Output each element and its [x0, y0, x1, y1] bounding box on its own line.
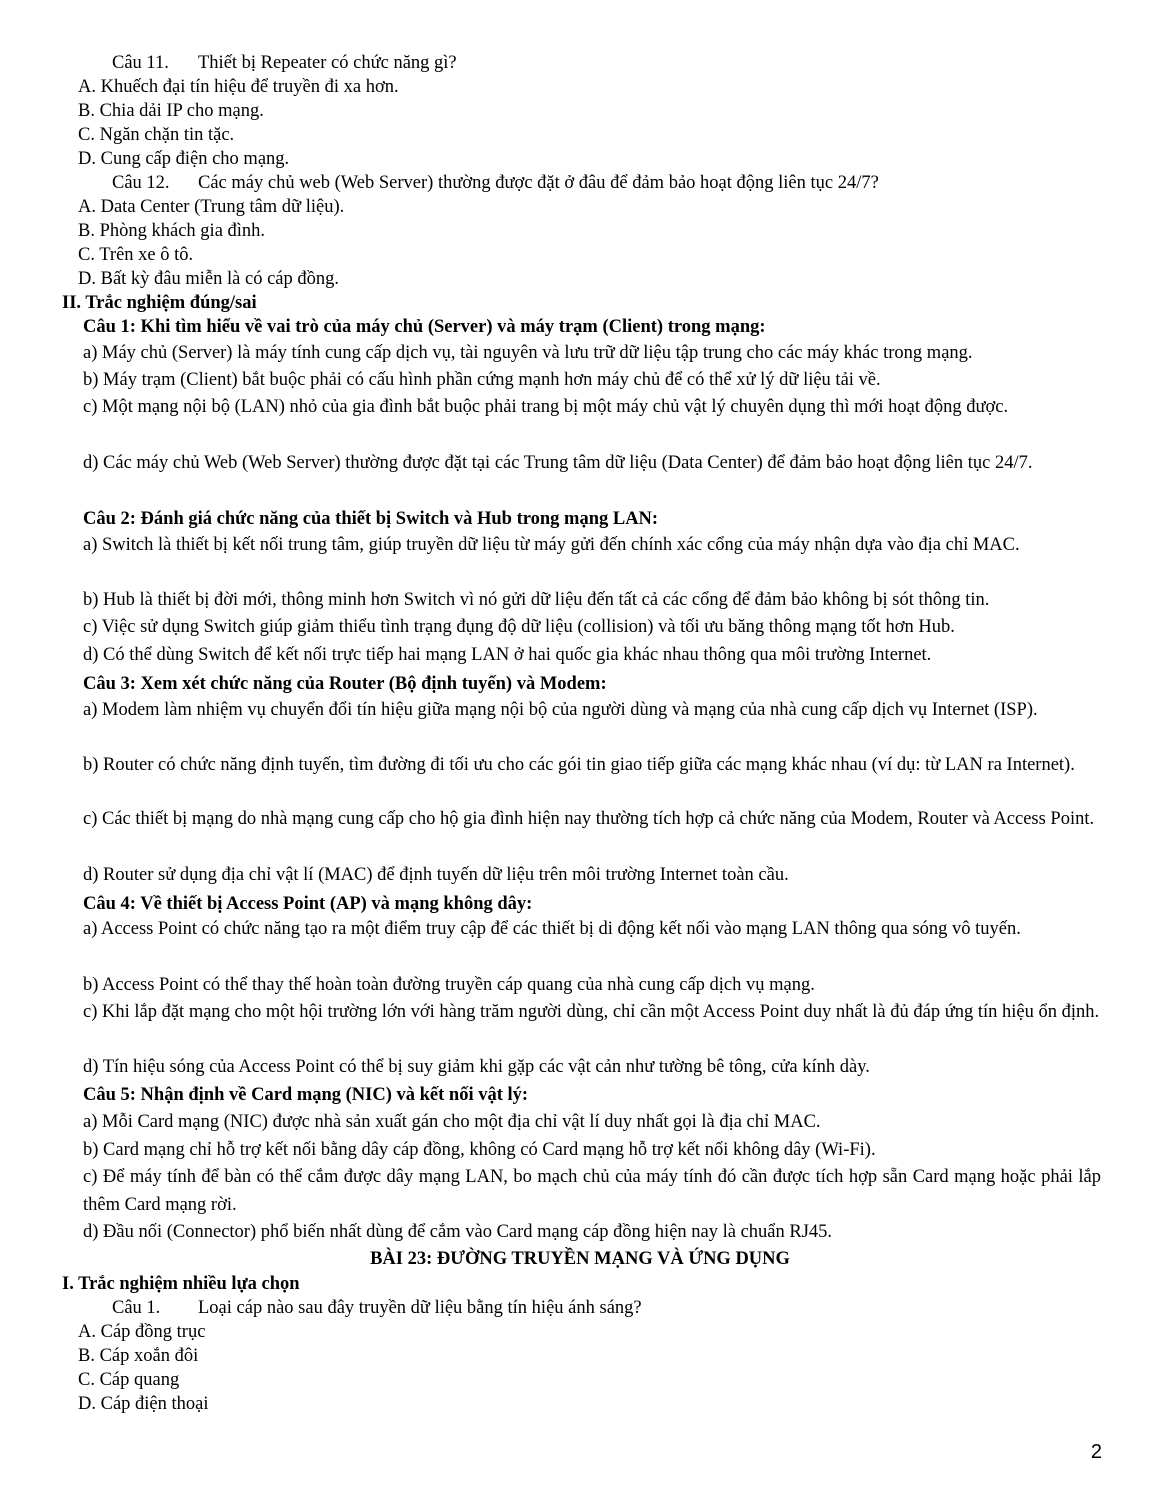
tf-statement-3b: b) Router có chức năng định tuyến, tìm đường đi tối ưu cho các gói tin giao tiếp giữa các mạng khác nhau (ví dụ: từ LAN ra Internet). [83, 755, 1075, 775]
option-a: A. Khuếch đại tín hiệu để truyền đi xa hơn. [78, 77, 399, 97]
question-number: Câu 12. [112, 173, 170, 193]
tf-statement-3d: d) Router sử dụng địa chỉ vật lí (MAC) để định tuyến dữ liệu trên môi trường Internet toàn cầu. [83, 865, 789, 885]
question-number: Câu 11. [112, 53, 169, 73]
tf-statement-4c: c) Khi lắp đặt mạng cho một hội trường lớn với hàng trăm người dùng, chỉ cần một Access Point duy nhất là đủ đáp ứng tín hiệu ổn định. [83, 1002, 1100, 1022]
tf-statement-4a: a) Access Point có chức năng tạo ra một điểm truy cập để các thiết bị di động kết nối vào mạng LAN thông qua sóng vô tuyến. [83, 919, 1021, 939]
question-number: Câu 1. [112, 1298, 161, 1318]
option-d: D. Bất kỳ đâu miễn là có cáp đồng. [78, 269, 339, 289]
question-text: Các máy chủ web (Web Server) thường được đặt ở đâu để đảm bảo hoạt động liên tục 24/7? [198, 173, 879, 193]
option-b: B. Phòng khách gia đình. [78, 221, 266, 241]
tf-statement-5c: c) Để máy tính để bàn có thể cắm được dây mạng LAN, bo mạch chủ của máy tính đó cần được tích hợp sẵn Card mạng hoặc phải lắp thêm Card mạng rời. [83, 1167, 1101, 1215]
option-a: A. Data Center (Trung tâm dữ liệu). [78, 197, 345, 217]
tf-statement-1c: c) Một mạng nội bộ (LAN) nhỏ của gia đình bắt buộc phải trang bị một máy chủ vật lý chuyên dụng thì mới hoạt động được. [83, 397, 1009, 417]
tf-statement-4b: b) Access Point có thể thay thế hoàn toàn đường truyền cáp quang của nhà cung cấp dịch vụ mạng. [83, 975, 815, 995]
tf-question-4-title: Câu 4: Về thiết bị Access Point (AP) và mạng không dây: [83, 894, 533, 914]
lesson23-question-1 [112, 1296, 642, 1320]
option-c: C. Ngăn chặn tin tặc. [78, 125, 235, 145]
tf-statement-5b: b) Card mạng chỉ hỗ trợ kết nối bằng dây cáp đồng, không có Card mạng hỗ trợ kết nối không dây (Wi-Fi). [83, 1140, 876, 1160]
tf-question-2-title: Câu 2: Đánh giá chức năng của thiết bị Switch và Hub trong mạng LAN: [83, 509, 659, 529]
option-d: D. Cung cấp điện cho mạng. [78, 149, 290, 169]
tf-statement-3a: a) Modem làm nhiệm vụ chuyển đổi tín hiệu giữa mạng nội bộ của người dùng và mạng của nhà cung cấp dịch vụ Internet (ISP). [83, 700, 1038, 720]
tf-statement-3c: c) Các thiết bị mạng do nhà mạng cung cấp cho hộ gia đình hiện nay thường tích hợp cả chức năng của Modem, Router và Access Point. [83, 809, 1095, 829]
question-11 [112, 51, 457, 75]
tf-statement-1a: a) Máy chủ (Server) là máy tính cung cấp dịch vụ, tài nguyên và lưu trữ dữ liệu tập trung cho các máy khác trong mạng. [83, 343, 973, 363]
option-b: B. Chia dải IP cho mạng. [78, 101, 264, 121]
tf-statement-1b: b) Máy trạm (Client) bắt buộc phải có cấu hình phần cứng mạnh hơn máy chủ để có thể xử lý dữ liệu tải về. [83, 370, 881, 390]
question-text: Thiết bị Repeater có chức năng gì? [198, 53, 457, 73]
tf-statement-4d: d) Tín hiệu sóng của Access Point có thể bị suy giảm khi gặp các vật cản như tường bê tông, cửa kính dày. [83, 1057, 870, 1077]
option-c: C. Cáp quang [78, 1370, 180, 1390]
tf-question-5-title: Câu 5: Nhận định về Card mạng (NIC) và kết nối vật lý: [83, 1085, 529, 1105]
section-title-multiple-choice: I. Trắc nghiệm nhiều lựa chọn [62, 1274, 300, 1294]
question-text: Loại cáp nào sau đây truyền dữ liệu bằng tín hiệu ánh sáng? [198, 1298, 642, 1318]
tf-statement-2d: d) Có thể dùng Switch để kết nối trực tiếp hai mạng LAN ở hai quốc gia khác nhau thông qua môi trường Internet. [83, 645, 932, 665]
tf-statement-2c: c) Việc sử dụng Switch giúp giảm thiểu tình trạng đụng độ dữ liệu (collision) và tối ưu băng thông mạng tốt hơn Hub. [83, 617, 955, 637]
section-title-true-false: II. Trắc nghiệm đúng/sai [62, 293, 257, 313]
tf-statement-2a: a) Switch là thiết bị kết nối trung tâm, giúp truyền dữ liệu từ máy gửi đến chính xác cổng của máy nhận dựa vào địa chỉ MAC. [83, 535, 1020, 555]
option-c: C. Trên xe ô tô. [78, 245, 194, 265]
tf-statement-1d: d) Các máy chủ Web (Web Server) thường được đặt tại các Trung tâm dữ liệu (Data Center) để đảm bảo hoạt động liên tục 24/7. [83, 453, 1033, 473]
option-a: A. Cáp đồng trục [78, 1322, 206, 1342]
option-b: B. Cáp xoắn đôi [78, 1346, 199, 1366]
option-d: D. Cáp điện thoại [78, 1394, 209, 1414]
tf-statement-5d: d) Đầu nối (Connector) phổ biến nhất dùng để cắm vào Card mạng cáp đồng hiện nay là chuẩn RJ45. [83, 1222, 833, 1242]
tf-statement-2b: b) Hub là thiết bị đời mới, thông minh hơn Switch vì nó gửi dữ liệu đến tất cả các cổng để đảm bảo không bị sót thông tin. [83, 590, 990, 610]
lesson-title: BÀI 23: ĐƯỜNG TRUYỀN MẠNG VÀ ỨNG DỤNG [370, 1249, 790, 1269]
tf-statement-5a: a) Mỗi Card mạng (NIC) được nhà sản xuất gán cho một địa chỉ vật lí duy nhất gọi là địa chỉ MAC. [83, 1112, 821, 1132]
tf-question-1-title: Câu 1: Khi tìm hiểu về vai trò của máy chủ (Server) và máy trạm (Client) trong mạng: [83, 317, 766, 337]
question-12 [112, 171, 879, 195]
tf-question-3-title: Câu 3: Xem xét chức năng của Router (Bộ định tuyến) và Modem: [83, 674, 607, 694]
page-number: 2 [1090, 1441, 1102, 1463]
